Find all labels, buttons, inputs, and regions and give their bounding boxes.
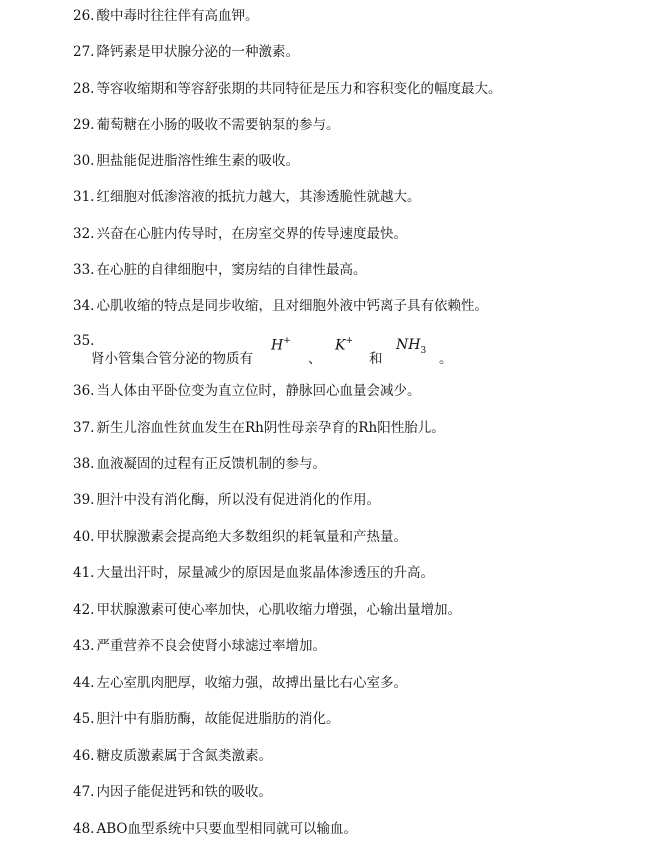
question-text: 在心脏的自律细胞中，窦房结的自律性最高。 bbox=[96, 262, 367, 278]
question-item bbox=[73, 528, 407, 546]
question-text: 内因子能促进钙和铁的吸收。 bbox=[96, 784, 272, 800]
question-text: 糖皮质激素属于含氮类激素。 bbox=[96, 748, 272, 764]
question-number: 34. bbox=[73, 298, 95, 314]
question-number: 31. bbox=[73, 189, 95, 205]
question-text: 血液凝固的过程有正反馈机制的参与。 bbox=[96, 456, 326, 472]
question-item bbox=[73, 419, 445, 437]
question-number: 43. bbox=[73, 638, 95, 654]
question-item bbox=[73, 225, 407, 243]
question-number: 36. bbox=[73, 383, 95, 399]
question-number: 35. bbox=[73, 333, 95, 349]
question-text: 红细胞对低渗溶液的抵抗力越大，其渗透脆性就越大。 bbox=[96, 189, 421, 205]
question-text: 大量出汗时，尿量减少的原因是血浆晶体渗透压的升高。 bbox=[96, 565, 434, 581]
question-text: 兴奋在心脏内传导时，在房室交界的传导速度最快。 bbox=[96, 226, 407, 242]
question-item bbox=[73, 43, 299, 61]
formula-potassium-ion bbox=[335, 337, 353, 354]
question-number: 40. bbox=[73, 529, 95, 545]
question-text: 胆盐能促进脂溶性维生素的吸收。 bbox=[96, 153, 299, 169]
formula-ammonia bbox=[396, 337, 426, 356]
question-item bbox=[73, 637, 326, 655]
question-number: 38. bbox=[73, 456, 95, 472]
question-text: 新生儿溶血性贫血发生在Rh阴性母亲孕育的Rh阳性胎儿。 bbox=[96, 420, 445, 436]
question-number: 41. bbox=[73, 565, 95, 581]
question-item bbox=[73, 80, 501, 98]
question-text: 心肌收缩的特点是同步收缩，且对细胞外液中钙离子具有依赖性。 bbox=[96, 298, 488, 314]
question-text: 葡萄糖在小肠的吸收不需要钠泵的参与。 bbox=[96, 117, 340, 133]
question-item bbox=[73, 820, 357, 838]
question-number: 42. bbox=[73, 602, 95, 618]
question-text: 胆汁中没有消化酶，所以没有促进消化的作用。 bbox=[96, 492, 380, 508]
question-number: 39. bbox=[73, 492, 95, 508]
formula-h-symbol: H bbox=[271, 337, 284, 354]
question-number: 47. bbox=[73, 784, 95, 800]
question-number: 37. bbox=[73, 420, 95, 436]
formula-separator: 、 bbox=[308, 351, 322, 367]
question-number: 29. bbox=[73, 117, 95, 133]
question-item bbox=[73, 152, 299, 170]
question-item bbox=[73, 601, 461, 619]
question-number: 27. bbox=[73, 44, 95, 60]
question-number: 26. bbox=[73, 8, 95, 24]
formula-period: 。 bbox=[439, 351, 453, 367]
formula-h-charge: + bbox=[283, 336, 291, 346]
question-item bbox=[73, 564, 434, 582]
formula-nh-symbol: NH bbox=[396, 337, 421, 353]
formula-k-symbol: K bbox=[335, 337, 346, 354]
question-item bbox=[73, 188, 420, 206]
question-text: 胆汁中有脂肪酶，故能促进脂肪的消化。 bbox=[96, 711, 340, 727]
question-number: 48. bbox=[73, 821, 95, 837]
question-text: 甲状腺激素会提高绝大多数组织的耗氧量和产热量。 bbox=[96, 529, 407, 545]
question-number: 45. bbox=[73, 711, 95, 727]
question-text: ABO血型系统中只要血型相同就可以输血。 bbox=[96, 821, 357, 837]
formula-k-charge: + bbox=[345, 336, 354, 346]
formula-conjunction: 和 bbox=[369, 351, 383, 367]
question-item-formula bbox=[73, 333, 633, 373]
question-item bbox=[73, 710, 339, 728]
question-item bbox=[73, 455, 326, 473]
question-item bbox=[73, 783, 272, 801]
question-item bbox=[73, 382, 420, 400]
formula-nh-subscript: 3 bbox=[420, 345, 427, 356]
question-text: 左心室肌肉肥厚，收缩力强，故搏出量比右心室多。 bbox=[96, 675, 407, 691]
question-number: 44. bbox=[73, 675, 95, 691]
question-item bbox=[73, 674, 407, 692]
question-number: 46. bbox=[73, 748, 95, 764]
question-text: 严重营养不良会使肾小球滤过率增加。 bbox=[96, 638, 326, 654]
question-item bbox=[73, 747, 272, 765]
question-item bbox=[73, 297, 488, 315]
question-number: 30. bbox=[73, 153, 95, 169]
question-item bbox=[73, 491, 380, 509]
question-number: 33. bbox=[73, 262, 95, 278]
question-text: 酸中毒时往往伴有高血钾。 bbox=[96, 8, 259, 24]
question-text: 当人体由平卧位变为直立位时，静脉回心血量会减少。 bbox=[96, 383, 421, 399]
question-item bbox=[73, 7, 258, 25]
question-number: 32. bbox=[73, 226, 95, 242]
question-text: 降钙素是甲状腺分泌的一种激素。 bbox=[96, 44, 299, 60]
question-text: 甲状腺激素可使心率加快，心肌收缩力增强，心输出量增加。 bbox=[96, 602, 461, 618]
question-item bbox=[73, 116, 339, 134]
question-number: 28. bbox=[73, 81, 95, 97]
question-text: 等容收缩期和等容舒张期的共同特征是压力和容积变化的幅度最大。 bbox=[96, 81, 502, 97]
formula-hydrogen-ion bbox=[271, 337, 291, 354]
question-text: 肾小管集合管分泌的物质有 bbox=[91, 351, 253, 367]
question-item bbox=[73, 261, 366, 279]
